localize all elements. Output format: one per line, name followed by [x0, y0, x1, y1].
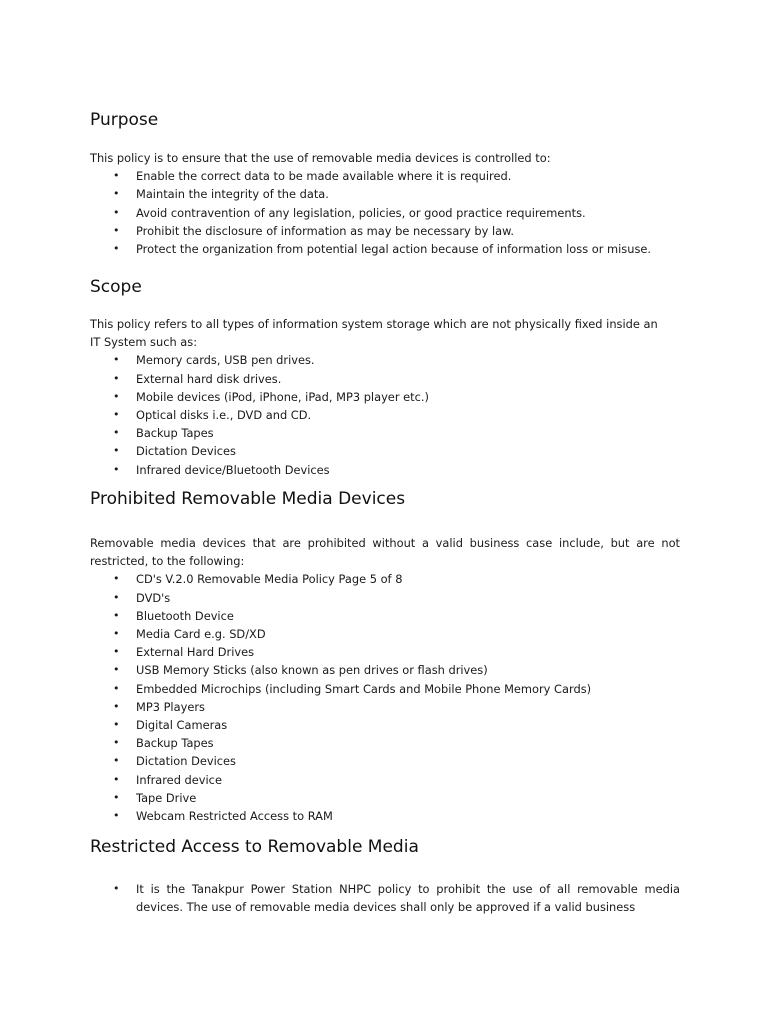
list-item: • Infrared device: [90, 771, 680, 789]
list-item: • MP3 Players: [90, 698, 680, 716]
list-item: • Media Card e.g. SD/XD: [90, 625, 680, 643]
scope-body: [90, 315, 670, 479]
list-item: • Backup Tapes: [90, 424, 670, 442]
section-restricted: [90, 836, 690, 858]
list-item: • Infrared device/Bluetooth Devices: [90, 461, 670, 479]
heading-prohibited: Prohibited Removable Media Devices: [90, 489, 406, 509]
list-item: • External hard disk drives.: [90, 370, 670, 388]
scope-intro: This policy refers to all types of information system storage which are not physically fixed inside an IT System such as:: [90, 317, 658, 350]
restricted-body: [90, 880, 680, 916]
heading-restricted: Restricted Access to Removable Media: [90, 837, 419, 857]
section-scope: [90, 276, 690, 298]
list-item: • Optical disks i.e., DVD and CD.: [90, 406, 670, 424]
list-item: • It is the Tanakpur Power Station NHPC policy to prohibit the use of all removable media devices. The use of removable media devices shall only be approved if a valid business: [90, 880, 680, 916]
list-item: • DVD's: [90, 589, 680, 607]
list-item: • USB Memory Sticks (also known as pen drives or flash drives): [90, 661, 680, 679]
list-item: • Prohibit the disclosure of information as may be necessary by law.: [90, 222, 690, 240]
prohibited-intro: Removable media devices that are prohibited without a valid business case include, but are not restricted, to the following:: [90, 536, 680, 569]
scope-list: [90, 351, 670, 478]
purpose-list: [90, 167, 690, 258]
list-item: • Dictation Devices: [90, 752, 680, 770]
heading-purpose: Purpose: [90, 110, 159, 130]
list-item: • Maintain the integrity of the data.: [90, 185, 690, 203]
list-item: • Enable the correct data to be made available where it is required.: [90, 167, 690, 185]
heading-scope: Scope: [90, 277, 142, 297]
list-item: • External Hard Drives: [90, 643, 680, 661]
section-purpose: [90, 109, 690, 131]
restricted-list: [90, 880, 680, 916]
list-item: • Memory cards, USB pen drives.: [90, 351, 670, 369]
list-item: • Tape Drive: [90, 789, 680, 807]
list-item: • Dictation Devices: [90, 442, 670, 460]
list-item: • Bluetooth Device: [90, 607, 680, 625]
list-item: • Mobile devices (iPod, iPhone, iPad, MP3 player etc.): [90, 388, 670, 406]
list-item: • Avoid contravention of any legislation, policies, or good practice requirements.: [90, 204, 690, 222]
list-item: • Digital Cameras: [90, 716, 680, 734]
purpose-body: [90, 149, 690, 258]
list-item: • Embedded Microchips (including Smart Cards and Mobile Phone Memory Cards): [90, 680, 680, 698]
section-prohibited: [90, 488, 690, 510]
list-item: • Webcam Restricted Access to RAM: [90, 807, 680, 825]
list-item: • Backup Tapes: [90, 734, 680, 752]
list-item: • CD's V.2.0 Removable Media Policy Page 5 of 8: [90, 570, 680, 588]
list-item: • Protect the organization from potential legal action because of information loss or misuse.: [90, 240, 690, 258]
prohibited-list: [90, 570, 680, 825]
prohibited-body: [90, 534, 680, 825]
purpose-intro: This policy is to ensure that the use of removable media devices is controlled to:: [90, 151, 551, 165]
